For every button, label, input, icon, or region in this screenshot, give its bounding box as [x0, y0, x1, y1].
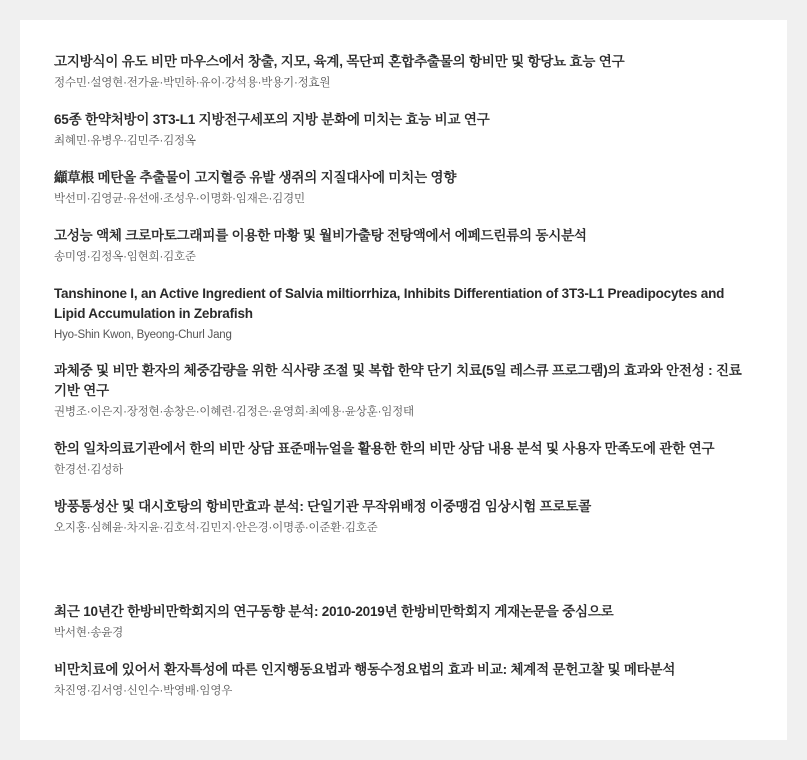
list-item	[54, 52, 754, 91]
article-authors: 오지홍·심혜윤·차지윤·김호석·김민지·안은경·이명종·이준환·김호준	[54, 522, 378, 534]
list-item	[54, 361, 754, 420]
article-title[interactable]: 고지방식이 유도 비만 마우스에서 창출, 지모, 육계, 목단피 혼합추출물의 항비만 및 항당뇨 효능 연구	[54, 54, 625, 69]
list-item	[54, 168, 754, 207]
article-authors: 정수민·설영현·전가윤·박민하·유이·강석용·박용기·정효원	[54, 77, 331, 89]
list-item	[54, 602, 754, 641]
article-authors: 권병조·이은지·장정현·송창은·이혜련·김정은·윤영희·최예용·윤상훈·임정태	[54, 406, 414, 418]
article-title[interactable]: 비만치료에 있어서 환자특성에 따른 인지행동요법과 행동수정요법의 효과 비교: 체계적 문헌고찰 및 메타분석	[54, 662, 676, 677]
article-title[interactable]: 과체중 및 비만 환자의 체중감량을 위한 식사량 조절 및 복합 한약 단기 치료(5일 레스큐 프로그램)의 효과와 안전성 : 진료기반 연구	[54, 363, 742, 398]
article-authors: 한경선·김성하	[54, 464, 124, 476]
article-authors: Hyo-Shin Kwon, Byeong-Churl Jang	[54, 329, 232, 341]
list-item	[54, 284, 754, 343]
article-title[interactable]: 최근 10년간 한방비만학회지의 연구동향 분석: 2010-2019년 한방비만학회지 게재논문을 중심으로	[54, 604, 614, 619]
article-title[interactable]: 纈草根 메탄올 추출물이 고지혈증 유발 생쥐의 지질대사에 미치는 영향	[54, 170, 457, 185]
article-authors: 박서현·송윤경	[54, 627, 124, 639]
list-item	[54, 226, 754, 265]
list-item	[54, 660, 754, 699]
article-title[interactable]: 고성능 액체 크로마토그래피를 이용한 마황 및 월비가출탕 전탕액에서 에페드린류의 동시분석	[54, 228, 587, 243]
article-authors: 박선미·김영균·유선애·조성우·이명화·임재은·김경민	[54, 193, 305, 205]
article-title[interactable]: 65종 한약처방이 3T3-L1 지방전구세포의 지방 분화에 미치는 효능 비교 연구	[54, 112, 490, 127]
list-item	[54, 110, 754, 149]
article-title[interactable]: Tanshinone I, an Active Ingredient of Salvia miltiorrhiza, Inhibits Differentiation of 3T3-L1 Preadipocytes and Lipid Accumulation in Zebrafish	[54, 286, 725, 321]
article-authors: 송미영·김정옥·임현희·김호준	[54, 251, 196, 263]
article-authors: 차진영·김서영·신인수·박영배·임영우	[54, 685, 233, 697]
article-title[interactable]: 한의 일차의료기관에서 한의 비만 상담 표준매뉴얼을 활용한 한의 비만 상담 내용 분석 및 사용자 만족도에 관한 연구	[54, 441, 715, 456]
article-title[interactable]: 방풍통성산 및 대시호탕의 항비만효과 분석: 단일기관 무작위배정 이중맹검 임상시험 프로토콜	[54, 499, 592, 514]
content-panel	[20, 20, 787, 740]
list-item	[54, 497, 754, 536]
list-item	[54, 439, 754, 478]
article-authors: 최혜민·유병우·김민주·김정옥	[54, 135, 196, 147]
